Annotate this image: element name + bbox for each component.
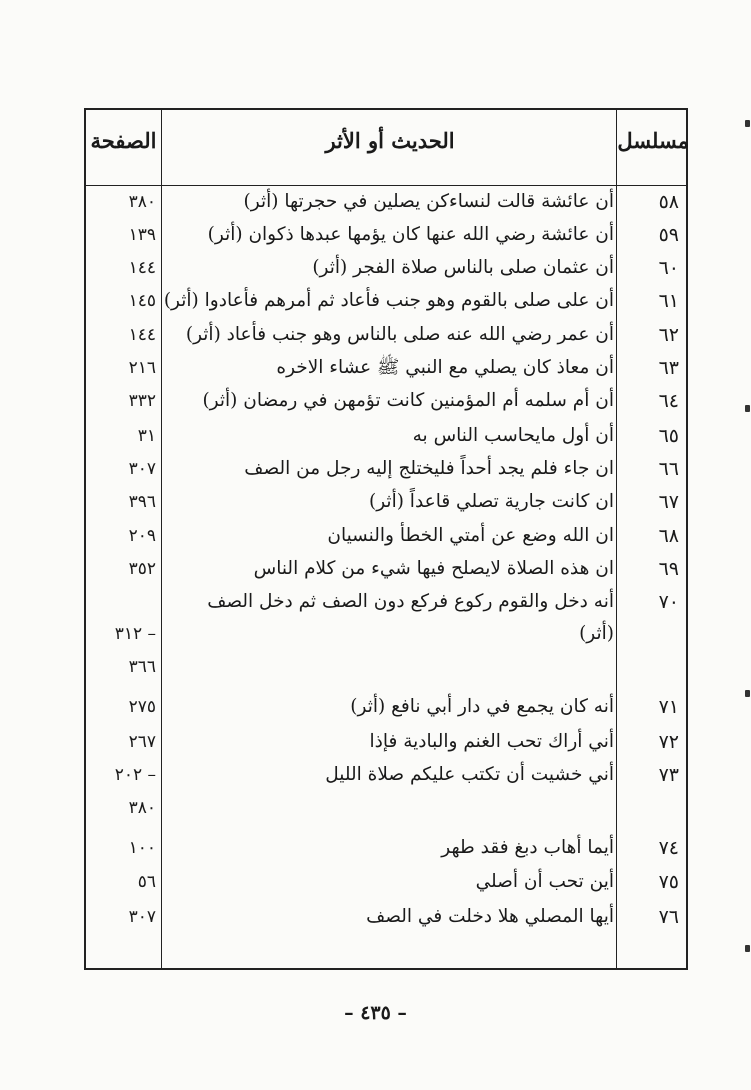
row-serial — [621, 651, 679, 683]
row-page-ref: ٣٩٦ — [128, 492, 156, 512]
row-serial: ٦٨ — [658, 525, 679, 547]
margin-mark — [745, 120, 750, 127]
row-page-ref: ٣٨٠ — [128, 192, 156, 212]
row-page-ref: ٢١٦ — [128, 358, 156, 378]
row-page-ref: – ٣١٢ — [114, 624, 156, 644]
row-hadith-text: أيها المصلي هلا دخلت في الصف — [366, 906, 614, 927]
row-serial: ٥٩ — [658, 224, 679, 246]
row-serial — [621, 792, 679, 824]
row-hadith-text: أن على صلى بالقوم وهو جنب فأعاد ثم أمرهم فأعادوا (أثر) — [163, 290, 614, 311]
header-serial: مسلسل — [617, 128, 689, 153]
row-serial: ٧٠ — [658, 591, 679, 613]
margin-mark — [745, 945, 750, 952]
margin-mark — [745, 690, 750, 697]
row-hadith-text: أن عائشة رضي الله عنها كان يؤمها عبدها ذكوان (أثر) — [207, 224, 614, 245]
row-serial: ٦٧ — [658, 491, 679, 513]
row-hadith-text: أن عثمان صلى بالناس صلاة الفجر (أثر) — [312, 257, 614, 278]
row-hadith-text: ان الله وضع عن أمتي الخطأ والنسيان — [327, 525, 614, 546]
row-page-ref: ١٣٩ — [128, 225, 156, 245]
row-page-ref — [90, 586, 156, 618]
row-page-ref: ٣٨٠ — [128, 798, 156, 818]
row-serial: ٧١ — [658, 696, 679, 718]
row-page-ref: ٣٦٦ — [128, 657, 156, 677]
row-hadith-text: أنه كان يجمع في دار أبي نافع (أثر) — [350, 696, 614, 717]
row-page-ref: ٢٧٥ — [128, 697, 156, 717]
row-page-ref: ٣٠٧ — [128, 907, 156, 927]
row-hadith-text: أنه دخل والقوم ركوع فركع دون الصف ثم دخل الصف — [207, 591, 614, 612]
row-serial: ٦٥ — [658, 425, 679, 447]
row-serial: ٦٤ — [658, 390, 679, 412]
row-hadith-text: ان كانت جارية تصلي قاعداً (أثر) — [369, 491, 614, 512]
row-serial: ٦٩ — [658, 558, 679, 580]
column-divider-serial — [616, 110, 617, 968]
row-hadith-text — [168, 792, 614, 824]
row-serial: ٦٦ — [658, 458, 679, 480]
row-page-ref: – ٢٠٢ — [114, 765, 156, 785]
margin-mark — [745, 405, 750, 412]
row-serial — [621, 618, 679, 650]
column-divider-page — [161, 110, 162, 968]
row-page-ref: ٥٦ — [137, 872, 156, 892]
row-page-ref: ١٤٤ — [128, 325, 156, 345]
page-number: – ٤٣٥ – — [344, 1002, 407, 1024]
row-serial: ٧٤ — [658, 837, 679, 859]
row-page-ref: ٣٠٧ — [128, 459, 156, 479]
header-hadith: الحديث أو الأثر — [325, 128, 455, 153]
header-page: الصفحة — [90, 128, 157, 153]
row-page-ref: ١٠٠ — [128, 838, 156, 858]
row-hadith-text: أن عمر رضي الله عنه صلى بالناس وهو جنب فأعاد (أثر) — [185, 324, 614, 345]
row-hadith-text: أين تحب أن أصلي — [475, 871, 614, 892]
row-hadith-text: أن معاذ كان يصلي مع النبي ﷺ عشاء الاخره — [276, 357, 614, 378]
row-hadith-text — [168, 651, 614, 683]
row-serial: ٦٠ — [658, 257, 679, 279]
row-page-ref: ٣١ — [137, 426, 156, 446]
row-serial: ٦٢ — [658, 324, 679, 346]
row-serial: ٧٦ — [658, 906, 679, 928]
row-page-ref: ٣٣٢ — [128, 391, 156, 411]
row-hadith-text: ان هذه الصلاة لايصلح فيها شيء من كلام الناس — [253, 558, 614, 579]
row-hadith-text: ان جاء فلم يجد أحداً فليختلج إليه رجل من الصف — [244, 458, 614, 479]
row-hadith-text: أن أم سلمه أم المؤمنين كانت تؤمهن في رمضان (أثر) — [202, 390, 614, 411]
row-serial: ٧٣ — [658, 764, 679, 786]
row-page-ref: ٢٠٩ — [128, 526, 156, 546]
row-page-ref: ٢٦٧ — [128, 732, 156, 752]
row-hadith-text: أيما أهاب دبغ فقد طهر — [441, 837, 614, 858]
row-hadith-text: أني خشيت أن تكتب عليكم صلاة الليل — [325, 764, 614, 785]
row-serial: ٦١ — [658, 290, 679, 312]
row-hadith-text: أني أراك تحب الغنم والبادية فإذا — [369, 731, 614, 752]
row-serial: ٧٥ — [658, 871, 679, 893]
row-hadith-text: أن أول مايحاسب الناس به — [412, 425, 614, 446]
index-table — [84, 108, 688, 970]
row-page-ref: ١٤٥ — [128, 291, 156, 311]
row-hadith-text: أن عائشة قالت لنساءكن يصلين في حجرتها (أثر) — [243, 191, 614, 212]
row-serial: ٦٣ — [658, 357, 679, 379]
row-hadith-text: (أثر) — [579, 623, 614, 644]
row-page-ref: ١٤٤ — [128, 258, 156, 278]
row-page-ref: ٣٥٢ — [128, 559, 156, 579]
row-serial: ٧٢ — [658, 731, 679, 753]
row-serial: ٥٨ — [658, 191, 679, 213]
